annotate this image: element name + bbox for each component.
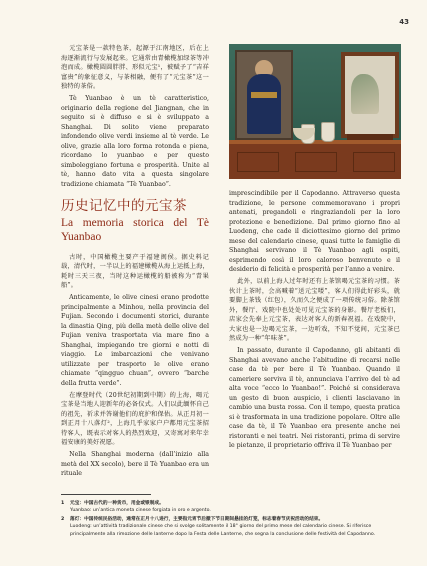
footnote-text-it: Yuanbao: un’antica moneta cinese forgiata in oro e argento.	[70, 508, 211, 514]
left-column	[61, 44, 209, 481]
right-column	[229, 189, 400, 453]
footnote-1	[61, 500, 401, 515]
page-number: 43	[399, 18, 409, 26]
history-paragraph-2-cn: 在摩登时代（20世纪初期到中期）的上海，喝元宝茶是当地人迎新年的必备仪式。人们以此缅怀自己的祖先，祈求并答谢他们的庇护和保佑。从正月初一到正月十八落灯²，上海几乎家家户户都用元宝茶招待客人，既表示对客人的热烈欢迎，又寄寓对来年幸福安康的美好祝愿。	[61, 391, 209, 446]
history-paragraph-1-it: Anticamente, le olive cinesi erano prodotte principalmente a Minhou, nella provincia del Fujian. Secondo i documenti storici, durante la dinastia Qing, più della metà delle olive del Fujian veniva trasportata via mare fino a Shanghai, impiegando tre giorni e notti di viaggio. Le imbarcazioni che venivano utilizzate per trasporto le olive erano chiamate “qingguo chuan”, ovvero “barche della frutta verde”.	[61, 294, 209, 387]
footnote-number: 1	[61, 501, 65, 506]
teahouse-photo	[229, 44, 401, 179]
intro-paragraph-cn: 元宝茶是一款特色茶，起源于江南地区，后在上海逐渐流行与发展起来。它通常由青橄榄加绿茶等冲泡而成。橄榄圆圆胖胖、形似元宝¹，被赋予了“吉祥富贵”的象征意义，与茶相融，便有了“元宝茶”这一独特的茶俗。	[61, 45, 209, 90]
history-paragraph-1-cn: 古时，中国橄榄主要产于福建闽侯。据史料记载，清代时，一半以上的福建橄榄从海上运抵上海，耗时三天三夜，当时这种运橄榄的船被称为“青果船”。	[61, 253, 209, 289]
painted-screen	[341, 52, 399, 138]
ancestor-portrait	[235, 50, 293, 140]
footnote-text-cn: 元宝：中国古代的一种货币，用金或银制成。	[70, 501, 164, 506]
footnote-divider	[61, 494, 151, 495]
section-title-it: La memoria storica del Tè Yuanbao	[61, 217, 209, 243]
footnotes	[61, 500, 401, 539]
history-paragraph-2-it-continued: imprescindibile per il Capodanno. Attraverso questa tradizione, le persone commemoravano i propri antenati, pregandoli e ringraziandoli per la loro protezione e benedizione. Dal primo giorno fino al Luodeng, che cade il diciottesimo giorno del primo mese del calendario cinese, quasi tutte le famiglie di Shanghai servivano il Tè Yuanbao agli ospiti, esprimendo così il loro caloroso benvenuto e il desiderio di felicità e prosperità per l’anno a venire.	[229, 190, 400, 273]
footnote-2	[61, 516, 401, 538]
history-paragraph-2-it: Nella Shanghai moderna (dall’inizio alla metà del XX secolo), bere il Tè Yuanbao era un rituale	[61, 451, 209, 477]
section-title-cn: 历史记忆中的元宝茶	[61, 198, 187, 214]
history-paragraph-3-cn: 此外，以前上海人过年时还有上茶馆喝元宝茶的习惯。茶伙计上茶时，会高喊着“送元宝喽”，客人们得此好彩头，就要脚上茶钱（红包），久而久之便成了一项传统习俗。除茶馆外，餐厅、戏院中也处处可见元宝茶的身影。餐厅老板们，店家会先奉上元宝茶，表达对客人的新春祝福。在戏院中，大家也是一边喝元宝茶，一边听戏，不知不觉间，元宝茶已然成为一种“年味茶”。	[229, 278, 400, 342]
teacup	[321, 122, 335, 142]
history-paragraph-3-it: In passato, durante il Capodanno, gli abitanti di Shanghai avevano anche l’abitudine di recarsi nelle case da tè per bere il Tè Yuanbao. Quando il cameriere serviva il tè, annunciava l’arrivo del tè ad alta voce “ecco lo Yuanbao!”. Poiché si considerava un gesto di buon auspicio, i clienti lasciavano in cambio una busta rossa. Con il tempo, questa pratica si è trasformata in una tradizione popolare. Oltre alle case da tè, il Tè Yuanbao era presente anche nei ristoranti e nei teatri. Nei ristoranti, prima di servire le pietanze, il proprietario offriva il Tè Yuanbao per	[229, 347, 400, 449]
intro-paragraph-it: Tè Yuanbao è un tè caratteristico, originario della regione del Jiangnan, che in seguito si è diffuso e si è sviluppato a Shanghai. Di solito viene preparato infondendo olive verdi insieme al tè verde. Le olive, grazie alla loro forma rotonda e piena, ricordano lo yuanbao e per questo simboleggiano fortuna e prosperità. Unite al tè, hanno dato vita a questa singolare tradizione chiamata “Tè Yuanbao”.	[61, 95, 209, 188]
footnote-text-cn: 落灯：中国传统民俗活动，通常在正月十八进行，主要指元宵节后撤下节日期间悬挂的灯笼，标志着春节庆祝活动的结束。	[70, 517, 324, 523]
footnote-number: 2	[61, 517, 65, 523]
footnote-text-it: Luodeng: un’attività tradizionale cinese che si svolge solitamente il 18° giorno del primo mese del calendario cinese. Si riferisce principalmente alla rimozione delle lanterne dopo la Festa delle Lanterne, che segna la conclusione delle festività del Capodanno.	[70, 524, 376, 537]
section-heading	[61, 198, 209, 245]
